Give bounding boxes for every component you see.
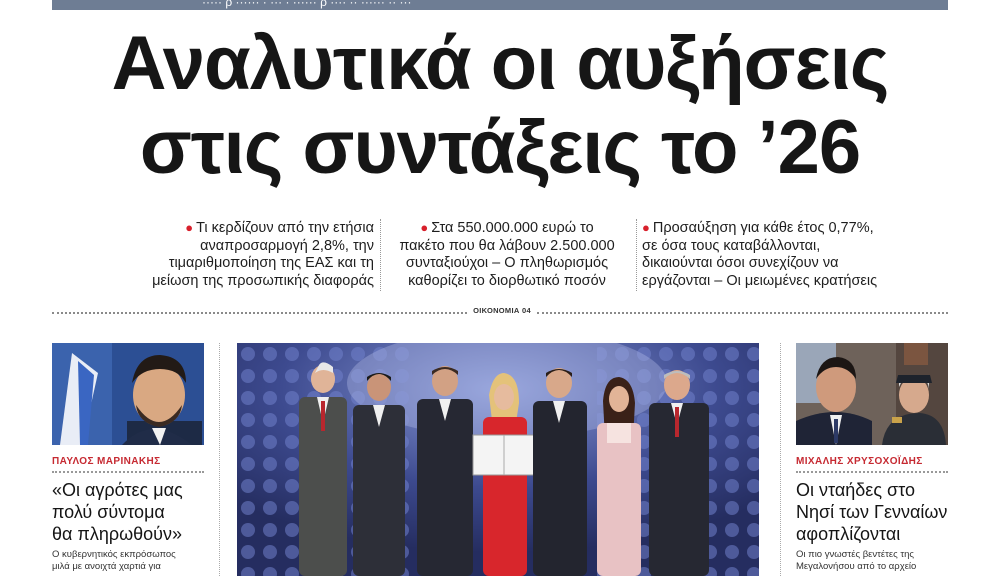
left-body-line-2: μιλά με ανοιχτά χαρτιά για xyxy=(52,561,161,572)
column-divider xyxy=(380,219,381,291)
right-headline-line-1: Οι νταήδες στο xyxy=(796,480,915,500)
subhead-3 xyxy=(642,219,942,290)
section-divider-left xyxy=(52,312,467,314)
subhead-3-line-1: Προσαύξηση για κάθε έτος 0,77%, xyxy=(652,220,874,236)
subhead-2-line-1: Στα 550.000.000 ευρώ το xyxy=(431,220,594,236)
section-divider-right xyxy=(537,312,948,314)
column-rule xyxy=(219,343,220,576)
left-body-line-1: Ο κυβερνητικός εκπρόσωπος xyxy=(52,549,176,560)
top-band-text: ····· ρ ······ · ··· · ······ ρ ···· ·· ······ ·· ··· xyxy=(202,0,412,9)
name-label-chrysochoidis: ΜΙΧΑΛΗΣ ΧΡΥΣΟΧΟΪΔΗΣ xyxy=(796,456,923,467)
left-headline-line-3: θα πληρωθούν» xyxy=(52,524,183,544)
right-headline-line-3: αφοπλίζονται xyxy=(796,524,901,544)
main-photo[interactable] xyxy=(237,343,759,576)
subhead-1-line-1: Τι κερδίζουν από την ετήσια xyxy=(196,220,374,236)
side-divider-right xyxy=(796,471,948,473)
right-story-body xyxy=(796,549,956,573)
subhead-2-line-2: πακέτο που θα λάβουν 2.500.000 xyxy=(399,237,615,254)
right-headline-line-2: Νησί των Γενναίων xyxy=(796,502,948,522)
right-body-line-2: Μεγαλονήσου από το αρχείο xyxy=(796,561,917,572)
column-divider xyxy=(636,219,637,291)
name-label-marinakis: ΠΑΥΛΟΣ ΜΑΡΙΝΑΚΗΣ xyxy=(52,456,161,467)
side-divider-left xyxy=(52,471,204,473)
bullet-icon: ● xyxy=(185,220,194,235)
main-headline[interactable] xyxy=(0,22,1000,190)
subhead-3-line-3: δικαιούνται όσοι συνεχίζουν να xyxy=(642,255,839,271)
subhead-3-line-4: εργάζονται – Οι μειωμένες κρατήσεις xyxy=(642,272,878,289)
subhead-2 xyxy=(384,219,630,290)
left-story-headline[interactable] xyxy=(52,479,212,545)
section-label[interactable]: ΟΙΚΟΝΟΜΙΑ 04 xyxy=(473,306,531,315)
column-rule xyxy=(780,343,781,576)
subhead-3-line-2: σε όσα τους καταβάλλονται, xyxy=(642,237,821,254)
headline-line-1: Αναλυτικά οι αυξήσεις xyxy=(111,21,889,106)
subhead-1 xyxy=(92,219,374,290)
portrait-chrysochoidis[interactable] xyxy=(796,343,948,445)
headline-line-2: στις συντάξεις το ’26 xyxy=(139,105,861,190)
bullet-icon: ● xyxy=(642,220,650,235)
subhead-2-line-4: καθορίζει το διορθωτικό ποσόν xyxy=(408,272,606,289)
top-band xyxy=(52,0,948,10)
subhead-1-line-2: αναπροσαρμογή 2,8%, την xyxy=(200,237,374,254)
left-story-body xyxy=(52,549,212,573)
portrait-marinakis[interactable] xyxy=(52,343,204,445)
bullet-icon: ● xyxy=(420,220,429,235)
left-headline-line-1: «Οι αγρότες μας xyxy=(52,480,183,500)
subhead-1-line-4: μείωση της προσωπικής διαφοράς xyxy=(152,272,374,289)
subhead-2-line-3: συνταξιούχοι – Ο πληθωρισμός xyxy=(405,255,609,271)
right-story-headline[interactable] xyxy=(796,479,956,545)
right-body-line-1: Οι πιο γνωστές βεντέτες της xyxy=(796,549,914,560)
subhead-1-line-3: τιμαριθμοποίηση της ΕΑΣ και τη xyxy=(168,255,374,271)
left-headline-line-2: πολύ σύντομα xyxy=(52,502,165,522)
